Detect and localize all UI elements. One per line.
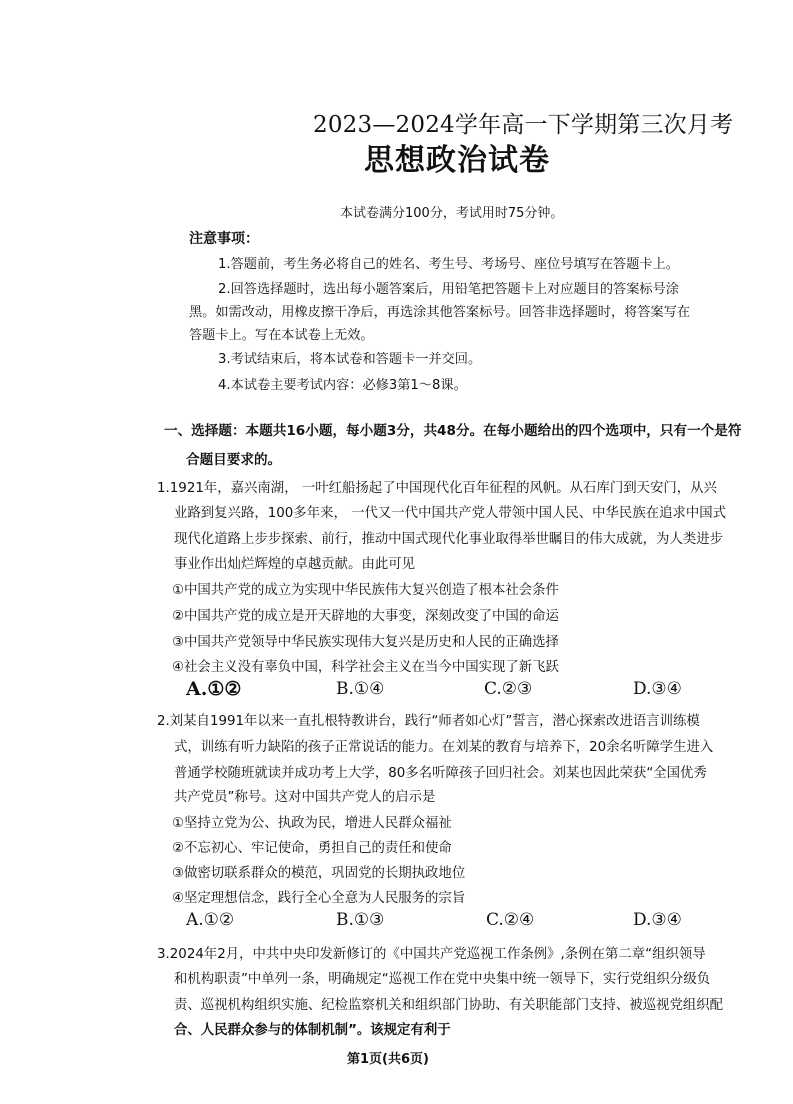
- exam-title-line1: 2023—2024学年高一下学期第三次月考: [313, 112, 734, 138]
- question-2-option: ②不忘初心、牢记使命，勇担自己的责任和使命: [172, 841, 452, 856]
- question-1-answer-b: B.①④: [336, 679, 385, 699]
- question-2-line: 普通学校随班就读并成功考上大学，80多名听障孩子回归社会。刘某也因此荣获“全国优秀: [174, 766, 707, 781]
- question-2-line: 2.刘某自1991年以来一直扎根特教讲台，践行“师者如心灯”誓言，潜心探索改进语言训练模: [157, 714, 700, 729]
- note-line: 3.考试结束后，将本试卷和答题卡一并交回。: [218, 352, 482, 367]
- question-1-answer-d: D.③④: [633, 679, 682, 699]
- question-3-line: 责、巡视机构组织实施、纪检监察机关和组织部门协助、有关职能部门支持、被巡视党组织配: [174, 998, 724, 1013]
- notes-heading: 注意事项：: [189, 231, 259, 247]
- exam-title-subject: 思想政治试卷: [364, 143, 550, 178]
- question-1-option: ④社会主义没有辜负中国，科学社会主义在当今中国实现了新飞跃: [172, 660, 559, 675]
- question-3-line: 和机构职责”中单列一条，明确规定“巡视工作在党中央集中统一领导下，实行党组织分级负: [174, 972, 711, 987]
- question-2-answer-a: A.①②: [186, 910, 235, 930]
- question-3-line: 合、人民群众参与的体制机制”。该规定有利于: [174, 1023, 451, 1038]
- note-line: 黑。如需改动，用橡皮擦干净后，再选涂其他答案标号。回答非选择题时，将答案写在: [189, 305, 691, 320]
- question-2-option: ④坚定理想信念，践行全心全意为人民服务的宗旨: [172, 891, 466, 906]
- question-1-option: ②中国共产党的成立是开天辟地的大事变，深刻改变了中国的命运: [172, 609, 559, 624]
- note-line: 答题卡上。写在本试卷上无效。: [189, 328, 374, 343]
- question-2-line: 共产党员”称号。这对中国共产党人的启示是: [174, 790, 436, 805]
- question-1-option: ①中国共产党的成立为实现中华民族伟大复兴创造了根本社会条件: [172, 583, 559, 598]
- section-heading-cont: 合题目要求的。: [186, 452, 282, 468]
- page-number: 第1页(共6页): [347, 1052, 429, 1067]
- question-2-option: ①坚持立党为公、执政为民，增进人民群众福祉: [172, 816, 452, 831]
- section-heading: 一、选择题：本题共16小题，每小题3分，共48分。在每小题给出的四个选项中，只有一个是符: [164, 423, 742, 439]
- note-line: 1.答题前，考生务必将自己的姓名、考生号、考场号、座位号填写在答题卡上。: [218, 257, 679, 272]
- note-line: 2.回答选择题时，选出每小题答案后，用铅笔把答题卡上对应题目的答案标号涂: [218, 282, 679, 297]
- question-1-answer-a: A.①②: [186, 678, 242, 700]
- question-1-option: ③中国共产党领导中华民族实现伟大复兴是历史和人民的正确选择: [172, 635, 559, 650]
- question-1-line: 1.1921年，嘉兴南湖， 一叶红船扬起了中国现代化百年征程的风帆。从石库门到天安门，从兴: [157, 481, 717, 496]
- question-2-answer-d: D.③④: [633, 910, 682, 930]
- question-1-answer-c: C.②③: [484, 679, 533, 699]
- question-2-line: 式，训练有听力缺陷的孩子正常说话的能力。在刘某的教育与培养下，20余名听障学生进入: [174, 740, 714, 755]
- exam-meta: 本试卷满分100分，考试用时75分钟。: [340, 206, 564, 221]
- question-2-option: ③做密切联系群众的模范，巩固党的长期执政地位: [172, 866, 466, 881]
- question-2-answer-c: C.②④: [486, 910, 535, 930]
- note-line: 4.本试卷主要考试内容：必修3第1～8课。: [218, 378, 467, 393]
- question-1-line: 现代化道路上步步探索、前行，推动中国式现代化事业取得举世瞩目的伟大成就，为人类进步: [174, 532, 724, 547]
- question-2-answer-b: B.①③: [336, 910, 385, 930]
- question-3-line: 3.2024年2月，中共中央印发新修订的《中国共产党巡视工作条例》,条例在第二章“组织领导: [157, 947, 706, 962]
- question-1-line: 业路到复兴路，100多年来， 一代又一代中国共产党人带领中国人民、中华民族在追求中国式: [174, 506, 727, 521]
- question-1-line: 事业作出灿烂辉煌的卓越贡献。由此可见: [174, 557, 416, 572]
